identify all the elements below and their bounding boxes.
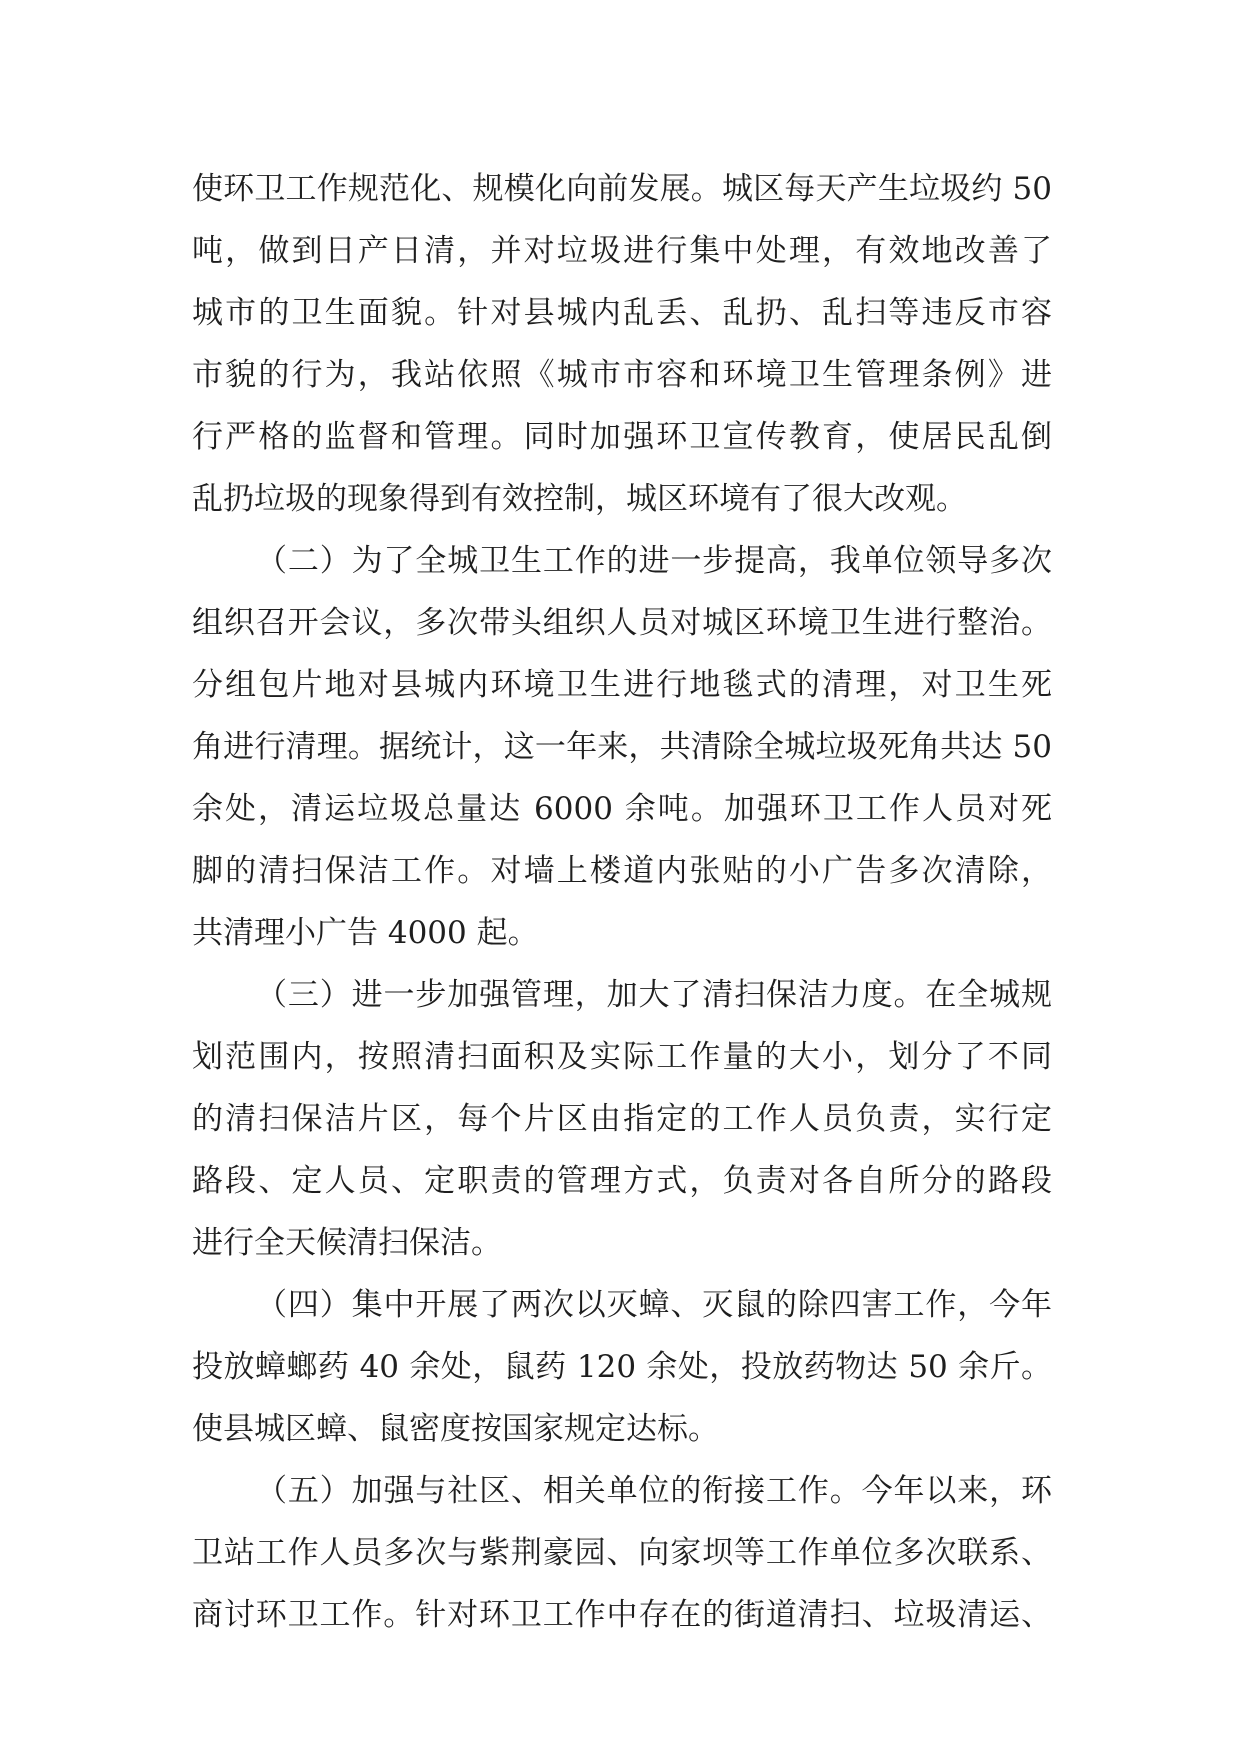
document-body (192, 158, 1052, 1646)
text-line: 城市的卫生面貌。针对县城内乱丢、乱扔、乱扫等违反市容 (192, 295, 1052, 331)
text-line: 行严格的监督和管理。同时加强环卫宣传教育，使居民乱倒 (192, 419, 1052, 455)
text-line: 分组包片地对县城内环境卫生进行地毯式的清理，对卫生死 (192, 667, 1052, 703)
text-line: （四）集中开展了两次以灭蟑、灭鼠的除四害工作，今年 (256, 1287, 1052, 1323)
text-line: 使县城区蟑、鼠密度按国家规定达标。 (192, 1411, 719, 1447)
text-line: 使环卫工作规范化、规模化向前发展。城区每天产生垃圾约 50 (192, 171, 1052, 207)
text-line: 共清理小广告 4000 起。 (192, 915, 539, 951)
text-line: 市貌的行为，我站依照《城市市容和环境卫生管理条例》进 (192, 357, 1052, 393)
text-line: 角进行清理。据统计，这一年来，共清除全城垃圾死角共达 50 (192, 729, 1052, 765)
text-line: 路段、定人员、定职责的管理方式，负责对各自所分的路段 (192, 1163, 1052, 1199)
text-line: 商讨环卫工作。针对环卫工作中存在的街道清扫、垃圾清运、 (192, 1597, 1052, 1633)
text-line: 进行全天候清扫保洁。 (192, 1225, 502, 1261)
text-line: 吨，做到日产日清，并对垃圾进行集中处理，有效地改善了 (192, 233, 1052, 269)
text-line: 投放蟑螂药 40 余处，鼠药 120 余处，投放药物达 50 余斤。 (192, 1349, 1052, 1385)
paragraph-5 (192, 1460, 1052, 1646)
text-line: 组织召开会议，多次带头组织人员对城区环境卫生进行整治。 (192, 605, 1052, 641)
text-line: （五）加强与社区、相关单位的衔接工作。今年以来，环 (256, 1473, 1052, 1509)
text-line: （三）进一步加强管理，加大了清扫保洁力度。在全城规 (256, 977, 1052, 1013)
text-line: 余处，清运垃圾总量达 6000 余吨。加强环卫工作人员对死 (192, 791, 1052, 827)
text-line: 划范围内，按照清扫面积及实际工作量的大小，划分了不同 (192, 1039, 1052, 1075)
text-line: 卫站工作人员多次与紫荆豪园、向家坝等工作单位多次联系、 (192, 1535, 1052, 1571)
text-line: 乱扔垃圾的现象得到有效控制，城区环境有了很大改观。 (192, 481, 967, 517)
paragraph-1 (192, 158, 1052, 530)
paragraph-3 (192, 964, 1052, 1274)
text-line: 脚的清扫保洁工作。对墙上楼道内张贴的小广告多次清除， (192, 853, 1052, 889)
text-line: （二）为了全城卫生工作的进一步提高，我单位领导多次 (256, 543, 1052, 579)
paragraph-4 (192, 1274, 1052, 1460)
text-line: 的清扫保洁片区，每个片区由指定的工作人员负责，实行定 (192, 1101, 1052, 1137)
paragraph-2 (192, 530, 1052, 964)
